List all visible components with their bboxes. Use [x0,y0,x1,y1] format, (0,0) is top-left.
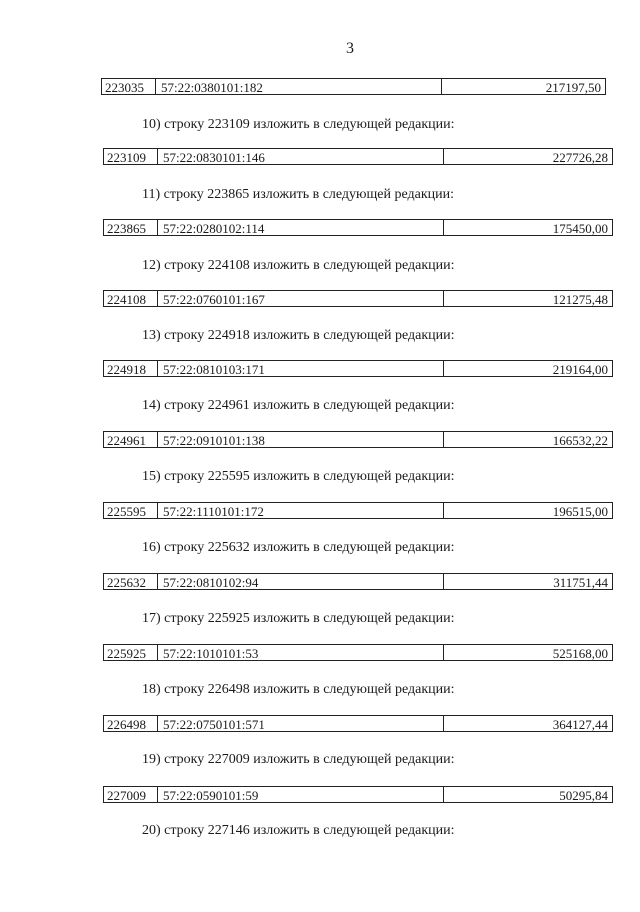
table-row [103,148,613,165]
row-code: 223865 [104,220,158,235]
row-cadastral-number: 57:22:0590101:59 [158,787,444,802]
row-value: 227726,28 [552,150,608,165]
row-code: 225632 [104,574,158,589]
row-cadastral-number: 57:22:0760101:167 [158,291,444,306]
page-number: 3 [346,40,354,57]
row-value: 121275,48 [552,292,608,307]
table-row [103,431,613,448]
row-code: 223109 [104,149,158,164]
row-value: 196515,00 [552,504,608,519]
row-value: 50295,84 [559,788,608,803]
instruction-text: 18) строку 226498 изложить в следующей редакции: [142,682,455,697]
row-code: 227009 [104,787,158,802]
instruction-text: 17) строку 225925 изложить в следующей редакции: [142,611,455,626]
row-cadastral-number: 57:22:1110101:172 [158,503,444,518]
row-value: 311751,44 [553,575,608,590]
table-row [103,573,613,590]
instruction-text: 19) строку 227009 изложить в следующей редакции: [142,752,455,767]
row-value: 217197,50 [545,80,601,95]
table-row [103,786,613,803]
row-code: 225925 [104,645,158,660]
instruction-text: 20) строку 227146 изложить в следующей редакции: [142,823,455,838]
table-row [103,502,613,519]
row-cadastral-number: 57:22:0910101:138 [158,432,444,447]
row-cadastral-number: 57:22:0380101:182 [156,79,442,94]
row-value: 175450,00 [552,221,608,236]
row-cadastral-number: 57:22:0750101:571 [158,716,444,731]
row-value: 525168,00 [552,646,608,661]
row-cadastral-number: 57:22:0810103:171 [158,361,444,376]
row-code: 226498 [104,716,158,731]
row-code: 224918 [104,361,158,376]
row-code: 224108 [104,291,158,306]
row-cadastral-number: 57:22:0280102:114 [158,220,444,235]
table-row [103,644,613,661]
table-row [103,715,613,732]
instruction-text: 15) строку 225595 изложить в следующей редакции: [142,469,455,484]
table-row [103,290,613,307]
row-code: 223035 [102,79,156,94]
row-cadastral-number: 57:22:0830101:146 [158,149,444,164]
row-value: 219164,00 [552,362,608,377]
instruction-text: 14) строку 224961 изложить в следующей редакции: [142,398,455,413]
row-code: 225595 [104,503,158,518]
row-code: 224961 [104,432,158,447]
instruction-text: 12) строку 224108 изложить в следующей редакции: [142,258,455,273]
instruction-text: 11) строку 223865 изложить в следующей редакции: [142,187,455,202]
row-cadastral-number: 57:22:0810102:94 [158,574,444,589]
instruction-text: 16) строку 225632 изложить в следующей редакции: [142,540,455,555]
row-value: 364127,44 [552,717,608,732]
instruction-text: 13) строку 224918 изложить в следующей редакции: [142,328,455,343]
row-cadastral-number: 57:22:1010101:53 [158,645,444,660]
table-row [103,219,613,236]
row-value: 166532,22 [552,433,608,448]
table-row [103,360,613,377]
table-row [101,78,606,95]
instruction-text: 10) строку 223109 изложить в следующей редакции: [142,117,455,132]
